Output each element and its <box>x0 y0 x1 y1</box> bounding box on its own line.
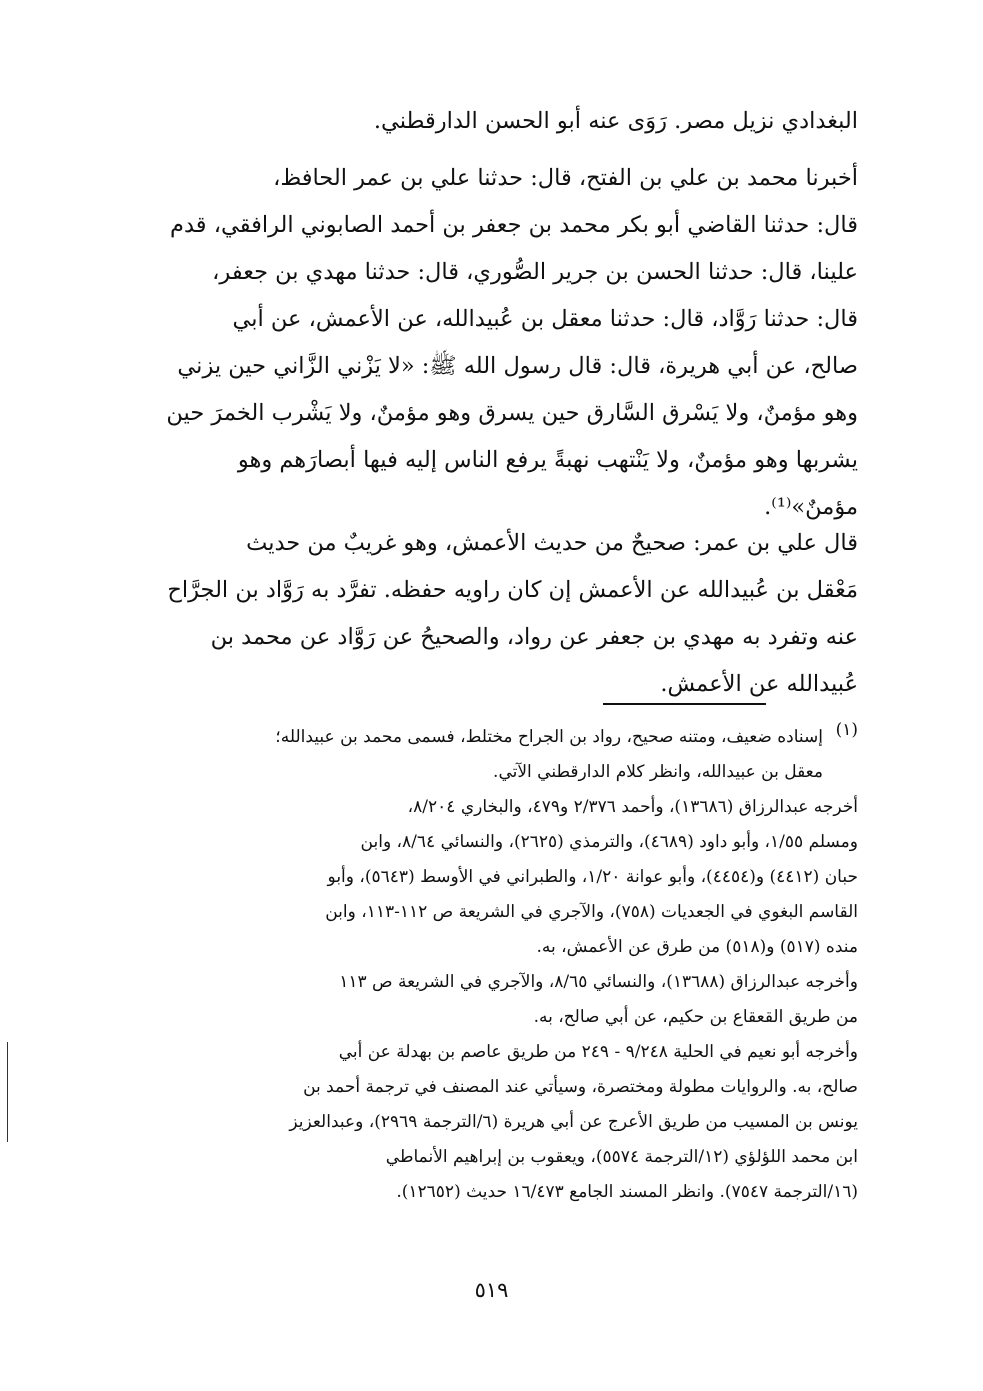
footnote-line: أخرجه عبدالرزاق (١٣٦٨٦)، وأحمد ٢/٣٧٦ و٤٧٩، والبخاري ٨/٢٠٤، <box>407 797 858 817</box>
footnote-line: (١٦/الترجمة ٧٥٤٧). وانظر المسند الجامع ١٦/٤٧٣ حديث (١٢٦٥٢). <box>396 1182 858 1202</box>
top-line: البغدادي نزيل مصر. رَوَى عنه أبو الحسن الدارقطني. <box>373 108 858 134</box>
hadith-line: قال: حدثنا القاضي أبو بكر محمد بن جعفر بن أحمد الصابوني الرافقي، قدم <box>170 212 858 238</box>
page-number: ٥١٩ <box>474 1278 509 1302</box>
comment-line: عُبيدالله عن الأعمش. <box>660 671 858 697</box>
footnotes-block <box>128 790 858 1210</box>
footnotes-block <box>128 720 823 790</box>
hadith-line: وهو مؤمنٌ، ولا يَسْرق السَّارق حين يسرق وهو مؤمنٌ، ولا يَشْرب الخمرَ حين <box>166 400 858 426</box>
comment-line: عنه وتفرد به مهدي بن جعفر عن رواد، والصحيحُ عن رَوَّاد عن محمد بن <box>210 624 858 650</box>
footnote-line: إسناده ضعيف، ومتنه صحيح، رواد بن الجراح مختلط، فسمى محمد بن عبيدالله؛ <box>275 727 823 747</box>
footnote-line: من طريق القعقاع بن حكيم، عن أبي صالح، به. <box>533 1007 858 1027</box>
footnote-line: وأخرجه أبو نعيم في الحلية ٩/٢٤٨ - ٢٤٩ من طريق عاصم بن بهدلة عن أبي <box>338 1042 858 1062</box>
hadith-line: يشربها وهو مؤمنٌ، ولا يَنْتهب نهبةً يرفع الناس إليه فيها أبصارَهم وهو <box>237 447 858 473</box>
footnote-line: حبان (٤٤١٢) و(٤٤٥٤)، وأبو عوانة ١/٢٠، والطبراني في الأوسط (٥٦٤٣)، وأبو <box>327 867 858 887</box>
footnote-line: منده (٥١٧) و(٥١٨) من طرق عن الأعمش، به. <box>536 937 858 957</box>
footnote-line: ومسلم ١/٥٥، وأبو داود (٤٦٨٩)، والترمذي (٢٦٢٥)، والنسائي ٨/٦٤، وابن <box>360 832 858 852</box>
footnote-line: القاسم البغوي في الجعديات (٧٥٨)، والآجري في الشريعة ص ١١٢-١١٣، وابن <box>325 902 858 922</box>
footnote-number: (١) <box>835 720 858 740</box>
comment-line: قال علي بن عمر: صحيحٌ من حديث الأعمش، وهو غريبٌ من حديث <box>246 530 858 556</box>
hadith-line: علينا، قال: حدثنا الحسن بن جرير الصُّوري، قال: حدثنا مهدي بن جعفر، <box>212 259 858 285</box>
footnote-line: وأخرجه عبدالرزاق (١٣٦٨٨)، والنسائي ٨/٦٥، والآجري في الشريعة ص ١١٣ <box>339 972 858 992</box>
hadith-paragraph <box>128 155 858 531</box>
top-line-block <box>128 98 858 145</box>
hadith-line: مؤمنٌ»⁽¹⁾. <box>764 494 858 520</box>
footnote-line: معقل بن عبيدالله، وانظر كلام الدارقطني الآتي. <box>493 762 823 782</box>
hadith-line: صالح، عن أبي هريرة، قال: قال رسول الله ﷺ: «لا يَزْني الزَّاني حين يزني <box>177 353 858 379</box>
scan-margin-mark <box>7 1042 8 1142</box>
footnote-separator <box>603 703 766 705</box>
hadith-line: أخبرنا محمد بن علي بن الفتح، قال: حدثنا علي بن عمر الحافظ، <box>273 165 858 191</box>
hadith-line: قال: حدثنا رَوَّاد، قال: حدثنا معقل بن عُبيدالله، عن الأعمش، عن أبي <box>232 306 858 332</box>
comment-paragraph <box>128 520 858 708</box>
footnote-line: ابن محمد اللؤلؤي (١٢/الترجمة ٥٥٧٤)، ويعقوب بن إبراهيم الأنماطي <box>385 1147 858 1167</box>
footnote-line: يونس بن المسيب من طريق الأعرج عن أبي هريرة (٦/الترجمة ٢٩٦٩)، وعبدالعزيز <box>289 1112 858 1132</box>
comment-line: مَعْقل بن عُبيدالله عن الأعمش إن كان راويه حفظه. تفرَّد به رَوَّاد بن الجرَّاح <box>167 577 858 603</box>
footnote-line: صالح، به. والروايات مطولة ومختصرة، وسيأتي عند المصنف في ترجمة أحمد بن <box>303 1077 858 1097</box>
